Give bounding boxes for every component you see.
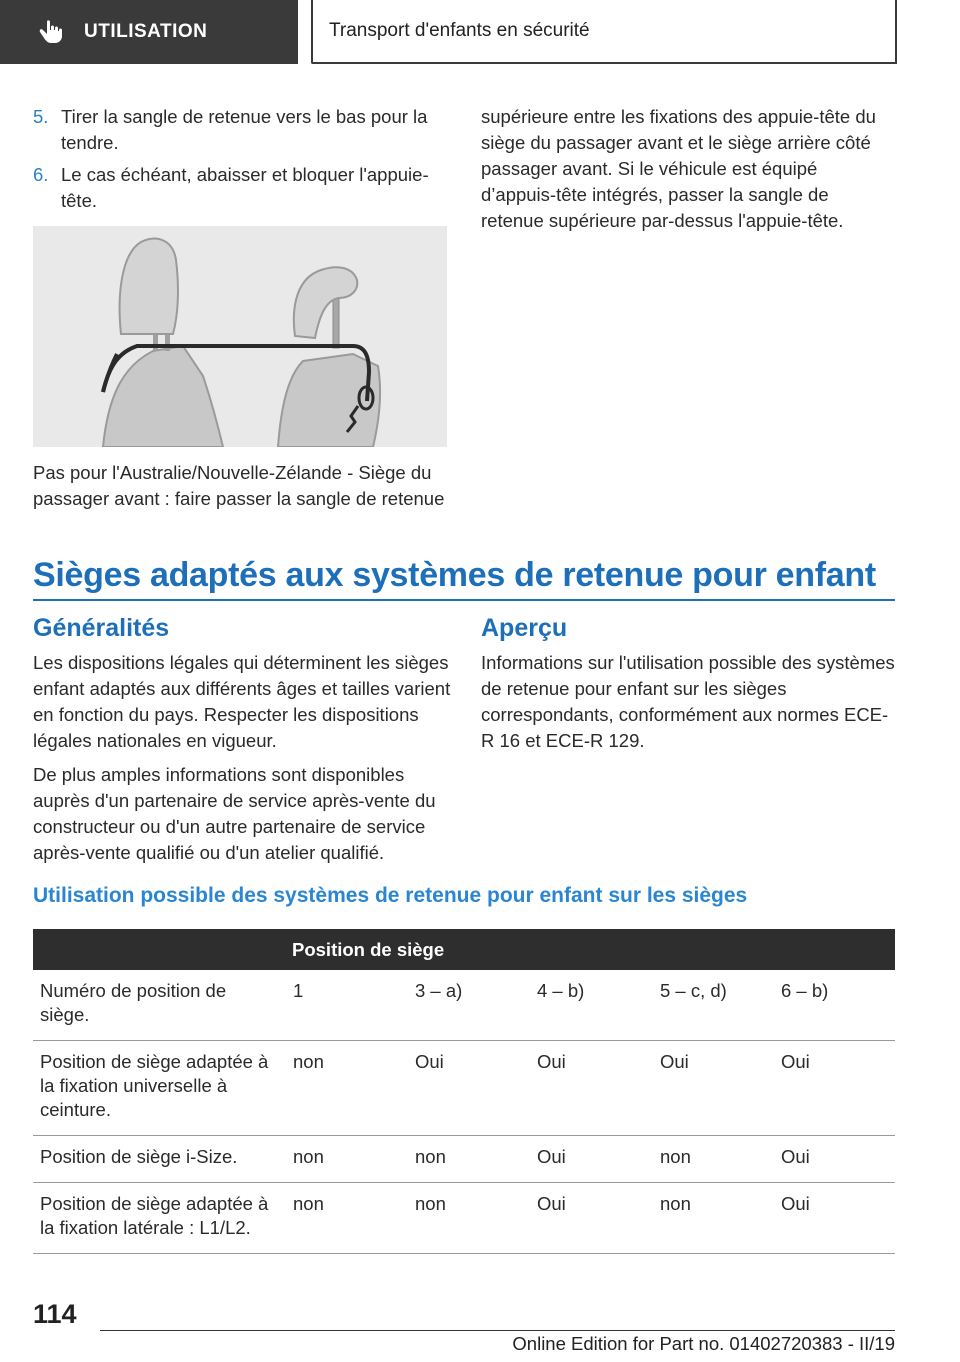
table-cell: Oui — [774, 1041, 895, 1136]
step-number: 6. — [33, 164, 49, 185]
table-header-row — [33, 929, 895, 970]
step-number: 5. — [33, 106, 49, 127]
table-cell: Oui — [530, 1041, 653, 1136]
table-cell: Oui — [774, 1136, 895, 1183]
table-cell: Oui — [774, 1183, 895, 1254]
table-row — [33, 1041, 895, 1136]
table-cell: Oui — [530, 1136, 653, 1183]
table-cell: non — [286, 1183, 408, 1254]
table-cell: non — [408, 1183, 530, 1254]
apercu-heading: Aperçu — [481, 614, 568, 642]
table-cell: Position de siège i-Size. — [33, 1136, 286, 1183]
apercu-body: Informations sur l'utilisation possible des systèmes de retenue pour enfant sur les sièges correspondants, conformément aux normes ECE-R 16 et ECE-R 129. — [481, 652, 895, 751]
table-cell: Oui — [653, 1041, 774, 1136]
table-row — [33, 970, 895, 1041]
table-heading: Utilisation possible des systèmes de retenue pour enfant sur les sièges — [33, 884, 748, 907]
seat-position-table — [33, 929, 895, 1254]
step-text: Tirer la sangle de retenue vers le bas pour la tendre. — [61, 106, 428, 153]
table-cell: 6 – b) — [774, 970, 895, 1041]
step-text: Le cas échéant, abaisser et bloquer l'appuie-tête. — [61, 164, 429, 211]
section-label: UTILISATION — [84, 21, 208, 42]
table-cell: 3 – a) — [408, 970, 530, 1041]
footer-rule — [100, 1330, 895, 1331]
page-number: 114 — [33, 1299, 77, 1329]
subsection-tab — [311, 0, 897, 64]
table-cell: 4 – b) — [530, 970, 653, 1041]
table-cell: 5 – c, d) — [653, 970, 774, 1041]
heading-rule — [33, 599, 895, 601]
table-cell: non — [286, 1041, 408, 1136]
right-column-text: supérieure entre les fixations des appuie-tête du siège du passager avant et le siège arrière côté passager avant. Si le véhicule est équipé d’appuis-tête intégrés, passer la sangle de retenue supérieure par-dessus l'appuie-tête. — [481, 106, 876, 231]
step-6 — [33, 162, 445, 214]
table-cell: Position de siège adaptée à la fixation latérale : L1/L2. — [33, 1183, 286, 1254]
table-row — [33, 1183, 895, 1254]
subsection-label: Transport d'enfants en sécurité — [329, 20, 590, 41]
section-tab — [0, 0, 298, 64]
edition-note: Online Edition for Part no. 01402720383 - II/19 — [512, 1333, 895, 1354]
generalites-body — [33, 650, 453, 874]
seat-strap-drawing — [33, 226, 447, 447]
generalites-paragraph-2: De plus amples informations sont disponibles auprès d'un partenaire de service après-vente du constructeur ou d'un autre partenaire de service après-vente qualifié ou d'un atelier qualifié. — [33, 764, 436, 863]
figure-caption: Pas pour l'Australie/Nouvelle-Zélande - Siège du passager avant : faire passer la sangle de retenue — [33, 462, 445, 509]
table-cell: non — [653, 1136, 774, 1183]
table-cell: non — [408, 1136, 530, 1183]
main-heading: Sièges adaptés aux systèmes de retenue pour enfant — [33, 556, 876, 594]
table-header-blank — [33, 929, 286, 970]
step-5 — [33, 104, 445, 156]
table-cell: Oui — [530, 1183, 653, 1254]
table-cell: 1 — [286, 970, 408, 1041]
table-row — [33, 1136, 895, 1183]
headrest-strap-illustration — [33, 226, 447, 447]
generalites-paragraph-1: Les dispositions légales qui déterminent les sièges enfant adaptés aux différents âges et tailles varient en fonction du pays. Respecter les dispositions légales nationales en vigueur. — [33, 652, 451, 751]
table-cell: Numéro de position de siège. — [33, 970, 286, 1041]
table-cell: Position de siège adaptée à la fixation universelle à ceinture. — [33, 1041, 286, 1136]
table-header-label: Position de siège — [286, 929, 895, 970]
table-cell: non — [653, 1183, 774, 1254]
table-cell: Oui — [408, 1041, 530, 1136]
hand-pointer-icon — [38, 19, 64, 45]
generalites-heading: Généralités — [33, 614, 170, 642]
table-cell: non — [286, 1136, 408, 1183]
